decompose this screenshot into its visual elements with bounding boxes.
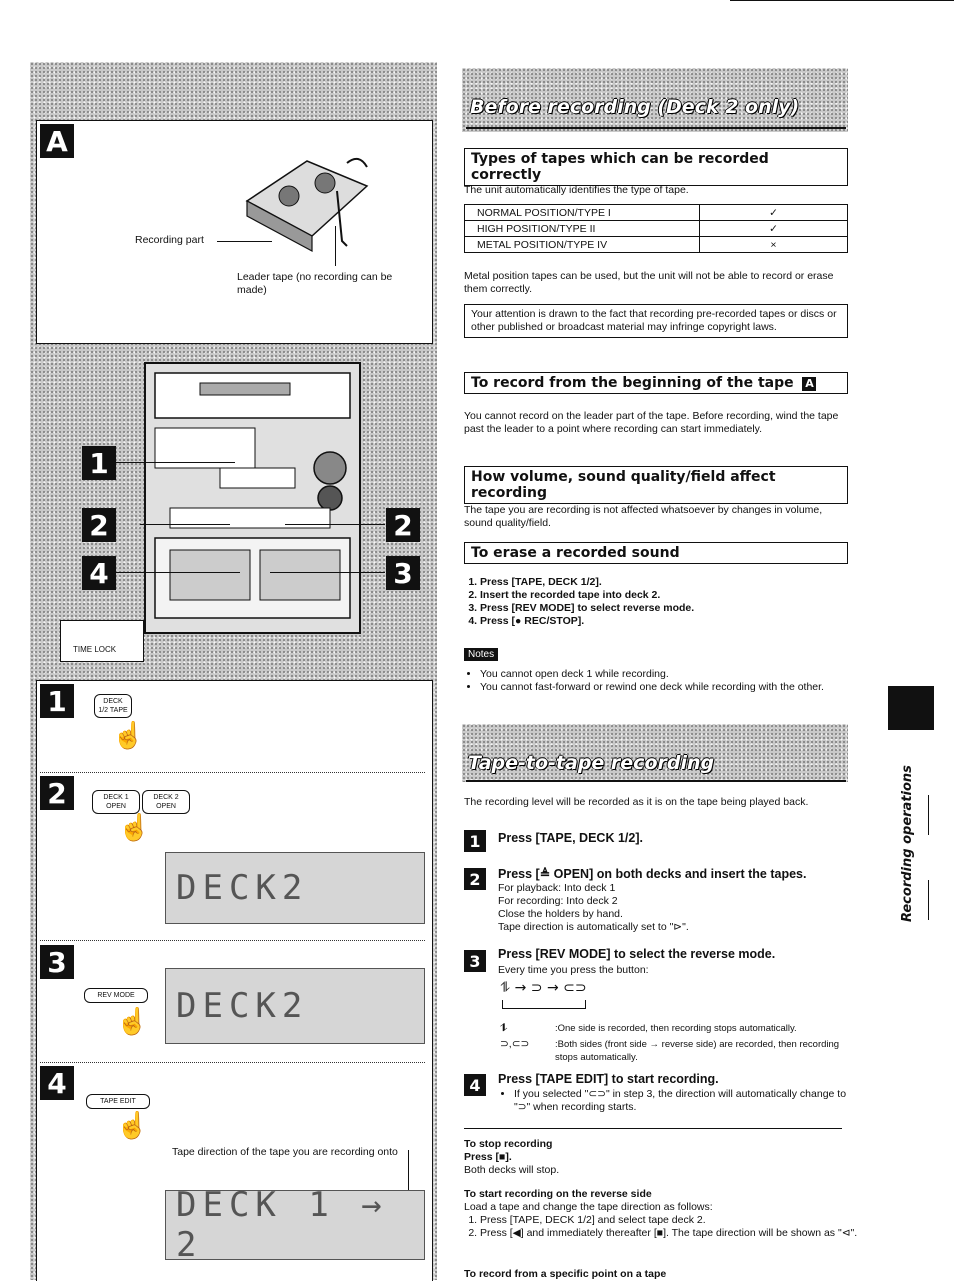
leader-tape-label: Leader tape (no recording can be made): [237, 271, 393, 296]
side-tab-rule-1: [928, 795, 929, 835]
right-step-4-num: 4: [464, 1074, 486, 1096]
notes-label: Notes: [464, 648, 498, 661]
divider: [40, 1062, 425, 1063]
note-item: • You cannot fast-forward or rewind one deck while recording with the other.: [480, 681, 864, 694]
recording-part-line: [217, 241, 272, 242]
section-divider: [464, 1128, 842, 1129]
reverse-step: 1. Press [TAPE, DECK 1/2] and select tape deck 2.: [480, 1214, 864, 1227]
right-step-2-lines: [498, 882, 689, 934]
reverse-intro: Load a tape and change the tape direction as follows:: [464, 1201, 713, 1213]
callout-1: 1: [82, 446, 116, 480]
reverse-steps: [464, 1214, 864, 1240]
side-tab-label: Recording operations: [900, 765, 915, 922]
erase-header: To erase a recorded sound: [464, 542, 848, 564]
copyright-notice: Your attention is drawn to the fact that recording pre-recorded tapes or discs or other published or broadcast material may infringe copyright laws.: [464, 304, 848, 338]
tape-deck-button[interactable]: DECK 1/2 TAPE: [94, 694, 132, 718]
table-row: [465, 205, 848, 221]
beginning-header-text: To record from the beginning of the tape: [471, 375, 794, 391]
banner-before-recording: Before recording (Deck 2 only): [470, 96, 800, 118]
tape-type: METAL POSITION/TYPE IV: [465, 237, 700, 253]
right-step-1-title: Press [TAPE, DECK 1/2].: [498, 831, 643, 845]
mode-sym-1: ⥮: [500, 1022, 508, 1034]
note-item: • You cannot open deck 1 while recording.: [480, 668, 864, 681]
callout-line-3: [270, 572, 385, 573]
time-lock-label: TIME LOCK: [73, 645, 117, 654]
mode-desc-2: :Both sides (front side → reverse side) are recorded, then recording stops automatically.: [555, 1039, 840, 1063]
right-step-4-title: Press [TAPE EDIT] to start recording.: [498, 1072, 719, 1086]
finger-icon: ☝: [116, 1110, 149, 1140]
erase-step: 3. Press [REV MODE] to select reverse mode.: [480, 602, 864, 615]
tape-edit-button[interactable]: TAPE EDIT: [86, 1094, 150, 1109]
side-tab-block: [888, 686, 934, 730]
left-step-3-num: 3: [40, 945, 74, 979]
step-line: • If you selected "⊂⊃" in step 3, the direction will automatically change to "⊃" when recording starts.: [514, 1088, 860, 1114]
callout-2-right: 2: [386, 508, 420, 542]
leader-line: [335, 226, 336, 266]
mode-sym-2: ⊃,⊂⊃: [500, 1038, 530, 1050]
recording-part-label: Recording part: [135, 234, 204, 246]
table-row: [465, 237, 848, 253]
beginning-header-tag: A: [802, 377, 816, 391]
tape-mark: ✓: [700, 205, 848, 221]
types-header: Types of tapes which can be recorded correctly: [464, 148, 848, 186]
right-step-4-lines: [498, 1088, 860, 1114]
ttt-intro: The recording level will be recorded as it is on the tape being played back.: [464, 796, 809, 808]
right-step-3-title: Press [REV MODE] to select the reverse mode.: [498, 947, 776, 961]
finger-icon: ☝: [118, 812, 151, 842]
erase-steps: [464, 576, 864, 628]
side-tab-rule-2: [928, 880, 929, 920]
finger-icon: ☝: [116, 1006, 149, 1036]
rev-mode-button[interactable]: REV MODE: [84, 988, 148, 1003]
tape-direction-caption: Tape direction of the tape you are recording onto: [172, 1146, 398, 1158]
erase-step: 2. Insert the recorded tape into deck 2.: [480, 589, 864, 602]
top-right-rule: [730, 0, 954, 1]
erase-step: 1. Press [TAPE, DECK 1/2].: [480, 576, 864, 589]
divider: [40, 772, 425, 773]
step-line: Tape direction is automatically set to "⊳".: [498, 921, 689, 933]
types-intro: The unit automatically identifies the type of tape.: [464, 184, 689, 196]
tape-type: NORMAL POSITION/TYPE I: [465, 205, 700, 221]
callout-line-4: [115, 572, 240, 573]
tape-mark: ✓: [700, 221, 848, 237]
callout-line-2r: [285, 524, 385, 525]
tape-type-table: [464, 204, 848, 253]
tape-mark: ×: [700, 237, 848, 253]
step-line: Close the holders by hand.: [498, 908, 623, 920]
stop-line-2: Both decks will stop.: [464, 1164, 560, 1176]
reverse-title: To start recording on the reverse side: [464, 1188, 652, 1200]
left-step-2-num: 2: [40, 776, 74, 810]
right-step-2-title: Press [≜ OPEN] on both decks and insert the tapes.: [498, 867, 807, 881]
callout-3: 3: [386, 556, 420, 590]
banner-underline: [466, 780, 846, 782]
mode-loop-line: [502, 1000, 586, 1009]
specific-title: To record from a specific point on a tape: [464, 1268, 667, 1280]
deck2-open-button[interactable]: DECK 2 OPEN: [142, 790, 190, 814]
right-step-3-line: Every time you press the button:: [498, 964, 649, 976]
stereo-unit-illustration: [140, 358, 370, 648]
deck1-open-button[interactable]: DECK 1 OPEN: [92, 790, 140, 814]
metal-note: Metal position tapes can be used, but the unit will not be able to record or erase them correctly.: [464, 270, 834, 295]
table-row: [465, 221, 848, 237]
step-line: For playback: Into deck 1: [498, 882, 616, 894]
banner-underline: [466, 127, 846, 129]
banner-tape-to-tape: Tape-to-tape recording: [468, 752, 715, 774]
right-step-1-num: 1: [464, 830, 486, 852]
lcd-display-step2: DECK2: [165, 852, 425, 924]
lcd-display-step4: DECK 1 → 2: [165, 1190, 425, 1260]
step-line: For recording: Into deck 2: [498, 895, 618, 907]
divider: [40, 940, 425, 941]
figure-a-box: [36, 120, 433, 344]
erase-step: 4. Press [● REC/STOP].: [480, 615, 864, 628]
callout-4: 4: [82, 556, 116, 590]
callout-2-left: 2: [82, 508, 116, 542]
beginning-text: You cannot record on the leader part of the tape. Before recording, wind the tape past the leader to a point where recording can start immediately.: [464, 410, 839, 435]
right-step-3-num: 3: [464, 950, 486, 972]
finger-icon: ☝: [112, 720, 145, 750]
stop-title: To stop recording: [464, 1138, 553, 1150]
cassette-illustration: [227, 141, 397, 266]
notes-list: [464, 668, 864, 694]
mode-desc-1: :One side is recorded, then recording stops automatically.: [555, 1023, 797, 1034]
mode-diagram: ⥮ → ⊃ → ⊂⊃: [500, 980, 587, 996]
right-step-2-num: 2: [464, 868, 486, 890]
reverse-step: 2. Press [◀] and immediately thereafter [■]. The tape direction will be shown as "⊲".: [480, 1227, 864, 1240]
lcd-display-step3: DECK2: [165, 968, 425, 1044]
callout-line-2l: [140, 524, 230, 525]
beginning-header: [464, 372, 848, 394]
volume-text: The tape you are recording is not affected whatsoever by changes in volume, sound quality/field.: [464, 504, 823, 529]
tape-type: HIGH POSITION/TYPE II: [465, 221, 700, 237]
stop-line-1: Press [■].: [464, 1151, 512, 1163]
left-step-4-num: 4: [40, 1066, 74, 1100]
time-lock-panel: [60, 620, 144, 662]
volume-header: How volume, sound quality/field affect recording: [464, 466, 848, 504]
callout-line-1: [115, 462, 235, 463]
figure-a-tag: A: [40, 124, 74, 158]
left-step-1-num: 1: [40, 684, 74, 718]
